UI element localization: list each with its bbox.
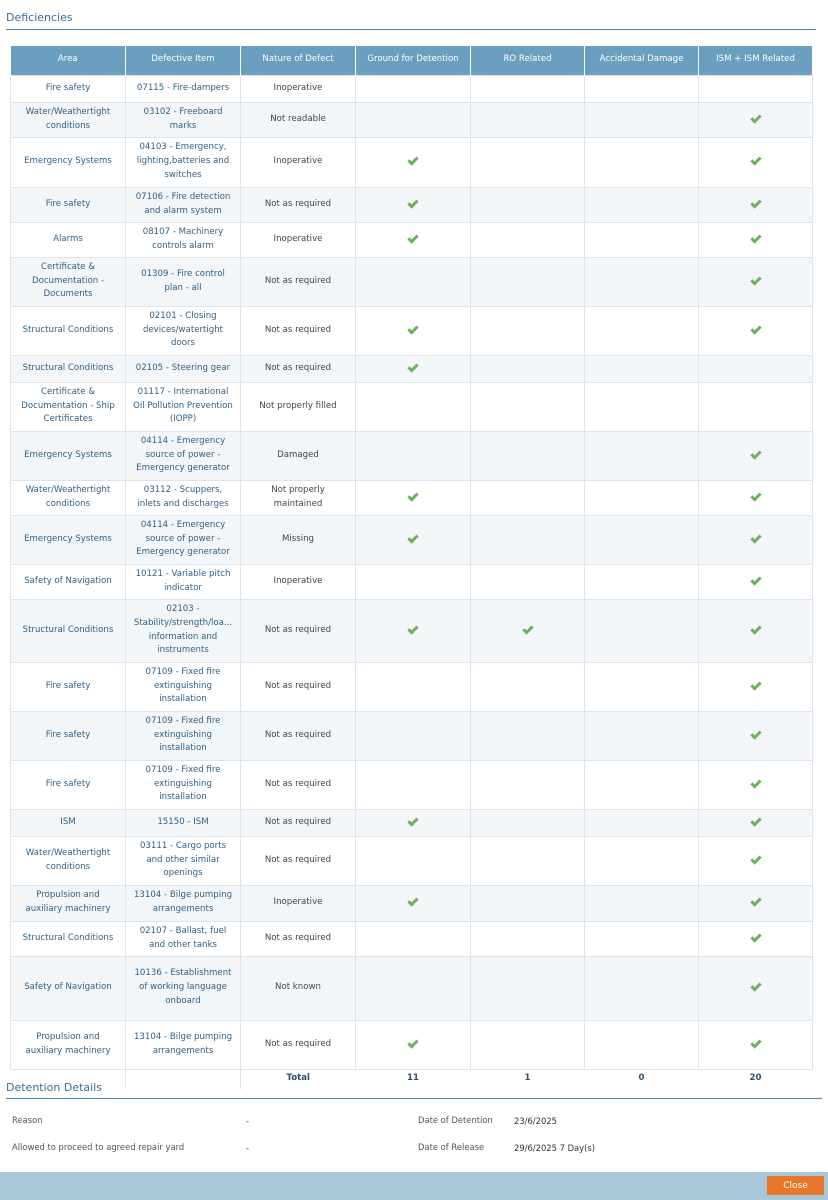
table-row — [11, 564, 813, 599]
accidental-damage-cell — [585, 382, 699, 431]
accidental-damage-cell — [585, 885, 699, 921]
allowed-to-proceed-value: - — [246, 1143, 250, 1153]
table-row — [11, 257, 813, 306]
defective-item-cell: 04103 - Emergency, lighting,batteries and switches — [126, 137, 241, 187]
ro-related-cell — [471, 921, 585, 956]
accidental-damage-cell — [585, 222, 699, 257]
checkmark-icon — [407, 815, 418, 826]
ground-for-detention-cell — [356, 102, 471, 137]
ism-related-cell — [699, 885, 813, 921]
ism-related-cell — [699, 662, 813, 711]
totals-label: Total — [241, 1069, 356, 1089]
nature-of-defect-cell: Not properly filled — [241, 382, 356, 431]
table-row — [11, 382, 813, 431]
area-cell: Structural Conditions — [11, 355, 126, 382]
ro-related-cell — [471, 431, 585, 480]
ism-related-cell — [699, 1020, 813, 1069]
nature-of-defect-cell: Missing — [241, 515, 356, 564]
column-header-defective-item[interactable]: Defective Item — [126, 46, 241, 75]
date-of-release-label: Date of Release — [418, 1142, 485, 1152]
ro-related-cell — [471, 222, 585, 257]
ground-for-detention-cell — [356, 222, 471, 257]
accidental-damage-cell — [585, 662, 699, 711]
nature-of-defect-cell: Not readable — [241, 102, 356, 137]
accidental-damage-cell — [585, 564, 699, 599]
ground-for-detention-cell — [356, 809, 471, 836]
ground-for-detention-cell — [356, 355, 471, 382]
ground-for-detention-cell — [356, 306, 471, 355]
date-of-detention-label: Date of Detention — [418, 1115, 493, 1125]
defective-item-cell: 03111 - Cargo ports and other similar openings — [126, 836, 241, 885]
accidental-damage-cell — [585, 102, 699, 137]
area-cell: Fire safety — [11, 75, 126, 102]
nature-of-defect-cell: Not as required — [241, 355, 356, 382]
area-cell: Fire safety — [11, 711, 126, 760]
dialog-footer — [0, 1172, 828, 1200]
ground-for-detention-cell — [356, 662, 471, 711]
column-header-nature-of-defect[interactable]: Nature of Defect — [241, 46, 356, 75]
checkmark-icon — [407, 1037, 418, 1048]
ism-related-cell — [699, 564, 813, 599]
close-button[interactable]: Close — [767, 1176, 824, 1195]
defective-item-cell: 07109 - Fixed fire extinguishing installation — [126, 711, 241, 760]
defective-item-cell: 08107 - Machinery controls alarm — [126, 222, 241, 257]
nature-of-defect-cell: Not as required — [241, 1020, 356, 1069]
ro-related-cell — [471, 75, 585, 102]
accidental-damage-cell — [585, 306, 699, 355]
ism-related-cell — [699, 137, 813, 187]
accidental-damage-cell — [585, 1020, 699, 1069]
area-cell: Fire safety — [11, 187, 126, 222]
ro-related-cell — [471, 257, 585, 306]
accidental-damage-cell — [585, 137, 699, 187]
ism-related-cell — [699, 809, 813, 836]
area-cell: Water/Weathertight conditions — [11, 836, 126, 885]
table-row — [11, 480, 813, 515]
table-row — [11, 836, 813, 885]
total-ism-related: 20 — [699, 1069, 813, 1089]
ground-for-detention-cell — [356, 564, 471, 599]
accidental-damage-cell — [585, 431, 699, 480]
defective-item-cell: 04114 - Emergency source of power - Emergency generator — [126, 515, 241, 564]
defective-item-cell: 03102 - Freeboard marks — [126, 102, 241, 137]
area-cell: Propulsion and auxiliary machinery — [11, 1020, 126, 1069]
table-row — [11, 885, 813, 921]
checkmark-icon — [750, 154, 761, 165]
accidental-damage-cell — [585, 760, 699, 809]
checkmark-icon — [750, 274, 761, 285]
checkmark-icon — [407, 232, 418, 243]
nature-of-defect-cell: Inoperative — [241, 75, 356, 102]
checkmark-icon — [750, 728, 761, 739]
accidental-damage-cell — [585, 956, 699, 1020]
ism-related-cell — [699, 599, 813, 662]
nature-of-defect-cell: Not as required — [241, 836, 356, 885]
nature-of-defect-cell: Not as required — [241, 599, 356, 662]
checkmark-icon — [407, 895, 418, 906]
defective-item-cell: 13104 - Bilge pumping arrangements — [126, 1020, 241, 1069]
area-cell: Structural Conditions — [11, 921, 126, 956]
totals-spacer — [126, 1069, 241, 1089]
ground-for-detention-cell — [356, 480, 471, 515]
checkmark-icon — [750, 448, 761, 459]
checkmark-icon — [750, 532, 761, 543]
nature-of-defect-cell: Damaged — [241, 431, 356, 480]
area-cell: Certificate & Documentation - Ship Certificates — [11, 382, 126, 431]
ro-related-cell — [471, 956, 585, 1020]
ground-for-detention-cell — [356, 836, 471, 885]
defective-item-cell: 02101 - Closing devices/watertight doors — [126, 306, 241, 355]
accidental-damage-cell — [585, 599, 699, 662]
ground-for-detention-cell — [356, 711, 471, 760]
nature-of-defect-cell: Not as required — [241, 257, 356, 306]
ism-related-cell — [699, 836, 813, 885]
nature-of-defect-cell: Not as required — [241, 187, 356, 222]
defective-item-cell: 07115 - Fire-dampers — [126, 75, 241, 102]
defective-item-cell: 01309 - Fire control plan - all — [126, 257, 241, 306]
checkmark-icon — [750, 232, 761, 243]
table-row — [11, 102, 813, 137]
defective-item-cell: 02107 - Ballast, fuel and other tanks — [126, 921, 241, 956]
checkmark-icon — [750, 323, 761, 334]
checkmark-icon — [750, 197, 761, 208]
area-cell: Alarms — [11, 222, 126, 257]
ism-related-cell — [699, 102, 813, 137]
detention-divider — [6, 1098, 822, 1099]
ro-related-cell — [471, 515, 585, 564]
defective-item-cell: 01117 - International Oil Pollution Prevention (IOPP) — [126, 382, 241, 431]
defective-item-cell: 07106 - Fire detection and alarm system — [126, 187, 241, 222]
checkmark-icon — [750, 112, 761, 123]
ro-related-cell — [471, 836, 585, 885]
table-row — [11, 75, 813, 102]
area-cell: Emergency Systems — [11, 431, 126, 480]
column-header-ro-related[interactable]: RO Related — [471, 46, 585, 75]
ground-for-detention-cell — [356, 431, 471, 480]
ro-related-cell — [471, 480, 585, 515]
table-row — [11, 599, 813, 662]
ism-related-cell — [699, 480, 813, 515]
accidental-damage-cell — [585, 809, 699, 836]
accidental-damage-cell — [585, 257, 699, 306]
ground-for-detention-cell — [356, 599, 471, 662]
ro-related-cell — [471, 306, 585, 355]
area-cell: ISM — [11, 809, 126, 836]
ro-related-cell — [471, 885, 585, 921]
defective-item-cell: 10121 - Variable pitch indicator — [126, 564, 241, 599]
checkmark-icon — [750, 853, 761, 864]
checkmark-icon — [407, 361, 418, 372]
ro-related-cell — [471, 187, 585, 222]
nature-of-defect-cell: Not properly maintained — [241, 480, 356, 515]
area-cell: Emergency Systems — [11, 515, 126, 564]
area-cell: Fire safety — [11, 662, 126, 711]
ism-related-cell — [699, 956, 813, 1020]
checkmark-icon — [407, 490, 418, 501]
ism-related-cell — [699, 75, 813, 102]
table-row — [11, 187, 813, 222]
total-ro-related: 1 — [471, 1069, 585, 1089]
ground-for-detention-cell — [356, 137, 471, 187]
deficiencies-title: Deficiencies — [6, 11, 73, 24]
ism-related-cell — [699, 187, 813, 222]
checkmark-icon — [407, 197, 418, 208]
area-cell: Structural Conditions — [11, 599, 126, 662]
nature-of-defect-cell: Not as required — [241, 921, 356, 956]
nature-of-defect-cell: Not as required — [241, 760, 356, 809]
defective-item-cell: 15150 - ISM — [126, 809, 241, 836]
column-header-ground-for-detention[interactable]: Ground for Detention — [356, 46, 471, 75]
nature-of-defect-cell: Not as required — [241, 662, 356, 711]
table-row — [11, 921, 813, 956]
ism-related-cell — [699, 921, 813, 956]
deficiencies-divider — [6, 29, 816, 30]
defective-item-cell: 04114 - Emergency source of power - Emergency generator — [126, 431, 241, 480]
table-row — [11, 809, 813, 836]
table-row — [11, 137, 813, 187]
checkmark-icon — [750, 980, 761, 991]
ground-for-detention-cell — [356, 515, 471, 564]
area-cell: Water/Weathertight conditions — [11, 480, 126, 515]
accidental-damage-cell — [585, 480, 699, 515]
ism-related-cell — [699, 431, 813, 480]
checkmark-icon — [750, 623, 761, 634]
ground-for-detention-cell — [356, 75, 471, 102]
table-row — [11, 222, 813, 257]
ro-related-cell — [471, 564, 585, 599]
area-cell: Emergency Systems — [11, 137, 126, 187]
nature-of-defect-cell: Not as required — [241, 306, 356, 355]
defective-item-cell: 13104 - Bilge pumping arrangements — [126, 885, 241, 921]
table-row — [11, 662, 813, 711]
table-row — [11, 956, 813, 1020]
ism-related-cell — [699, 515, 813, 564]
nature-of-defect-cell: Inoperative — [241, 885, 356, 921]
ism-related-cell — [699, 222, 813, 257]
checkmark-icon — [750, 815, 761, 826]
ro-related-cell — [471, 102, 585, 137]
accidental-damage-cell — [585, 515, 699, 564]
ground-for-detention-cell — [356, 382, 471, 431]
area-cell: Water/Weathertight conditions — [11, 102, 126, 137]
area-cell: Safety of Navigation — [11, 956, 126, 1020]
table-row — [11, 306, 813, 355]
checkmark-icon — [522, 623, 533, 634]
ro-related-cell — [471, 760, 585, 809]
defective-item-cell: 07109 - Fixed fire extinguishing installation — [126, 760, 241, 809]
reason-label: Reason — [12, 1115, 43, 1125]
ro-related-cell — [471, 355, 585, 382]
ism-related-cell — [699, 711, 813, 760]
ground-for-detention-cell — [356, 921, 471, 956]
table-header-row — [11, 46, 813, 75]
area-cell: Propulsion and auxiliary machinery — [11, 885, 126, 921]
table-row — [11, 355, 813, 382]
detention-details-title: Detention Details — [6, 1081, 102, 1094]
accidental-damage-cell — [585, 355, 699, 382]
accidental-damage-cell — [585, 187, 699, 222]
ground-for-detention-cell — [356, 257, 471, 306]
ground-for-detention-cell — [356, 956, 471, 1020]
area-cell: Certificate & Documentation - Documents — [11, 257, 126, 306]
ro-related-cell — [471, 1020, 585, 1069]
area-cell: Fire safety — [11, 760, 126, 809]
checkmark-icon — [750, 895, 761, 906]
totals-row — [11, 1069, 813, 1089]
deficiencies-table — [10, 46, 813, 1089]
ground-for-detention-cell — [356, 885, 471, 921]
nature-of-defect-cell: Inoperative — [241, 137, 356, 187]
table-row — [11, 711, 813, 760]
ground-for-detention-cell — [356, 187, 471, 222]
nature-of-defect-cell: Not as required — [241, 809, 356, 836]
defective-item-cell: 03112 - Scuppers, inlets and discharges — [126, 480, 241, 515]
allowed-to-proceed-label: Allowed to proceed to agreed repair yard — [12, 1142, 185, 1152]
column-header-ism-related[interactable]: ISM + ISM Related — [699, 46, 813, 75]
ground-for-detention-cell — [356, 1020, 471, 1069]
checkmark-icon — [750, 679, 761, 690]
checkmark-icon — [407, 623, 418, 634]
ism-related-cell — [699, 760, 813, 809]
checkmark-icon — [750, 574, 761, 585]
column-header-area[interactable]: Area — [11, 46, 126, 75]
checkmark-icon — [407, 154, 418, 165]
ism-related-cell — [699, 355, 813, 382]
ro-related-cell — [471, 382, 585, 431]
nature-of-defect-cell: Not known — [241, 956, 356, 1020]
ro-related-cell — [471, 662, 585, 711]
ism-related-cell — [699, 382, 813, 431]
checkmark-icon — [750, 1037, 761, 1048]
ro-related-cell — [471, 137, 585, 187]
reason-value: - — [246, 1116, 250, 1126]
nature-of-defect-cell: Inoperative — [241, 222, 356, 257]
ro-related-cell — [471, 711, 585, 760]
area-cell: Structural Conditions — [11, 306, 126, 355]
ro-related-cell — [471, 599, 585, 662]
table-row — [11, 515, 813, 564]
date-of-detention-value: 23/6/2025 — [514, 1116, 557, 1126]
ism-related-cell — [699, 257, 813, 306]
total-accidental-damage: 0 — [585, 1069, 699, 1089]
defective-item-cell: 07109 - Fixed fire extinguishing installation — [126, 662, 241, 711]
area-cell: Safety of Navigation — [11, 564, 126, 599]
date-of-release-value: 29/6/2025 7 Day(s) — [514, 1143, 596, 1153]
table-row — [11, 431, 813, 480]
ground-for-detention-cell — [356, 760, 471, 809]
checkmark-icon — [407, 532, 418, 543]
table-row — [11, 760, 813, 809]
checkmark-icon — [750, 777, 761, 788]
nature-of-defect-cell: Not as required — [241, 711, 356, 760]
accidental-damage-cell — [585, 921, 699, 956]
ism-related-cell — [699, 306, 813, 355]
checkmark-icon — [407, 323, 418, 334]
ro-related-cell — [471, 809, 585, 836]
checkmark-icon — [750, 490, 761, 501]
table-row — [11, 1020, 813, 1069]
defective-item-cell: 02103 - Stability/strength/loa... information and instruments — [126, 599, 241, 662]
nature-of-defect-cell: Inoperative — [241, 564, 356, 599]
checkmark-icon — [750, 931, 761, 942]
column-header-accidental-damage[interactable]: Accidental Damage — [585, 46, 699, 75]
accidental-damage-cell — [585, 75, 699, 102]
defective-item-cell: 02105 - Steering gear — [126, 355, 241, 382]
accidental-damage-cell — [585, 711, 699, 760]
accidental-damage-cell — [585, 836, 699, 885]
total-ground-for-detention: 11 — [356, 1069, 471, 1089]
defective-item-cell: 10136 - Establishment of working language onboard — [126, 956, 241, 1020]
